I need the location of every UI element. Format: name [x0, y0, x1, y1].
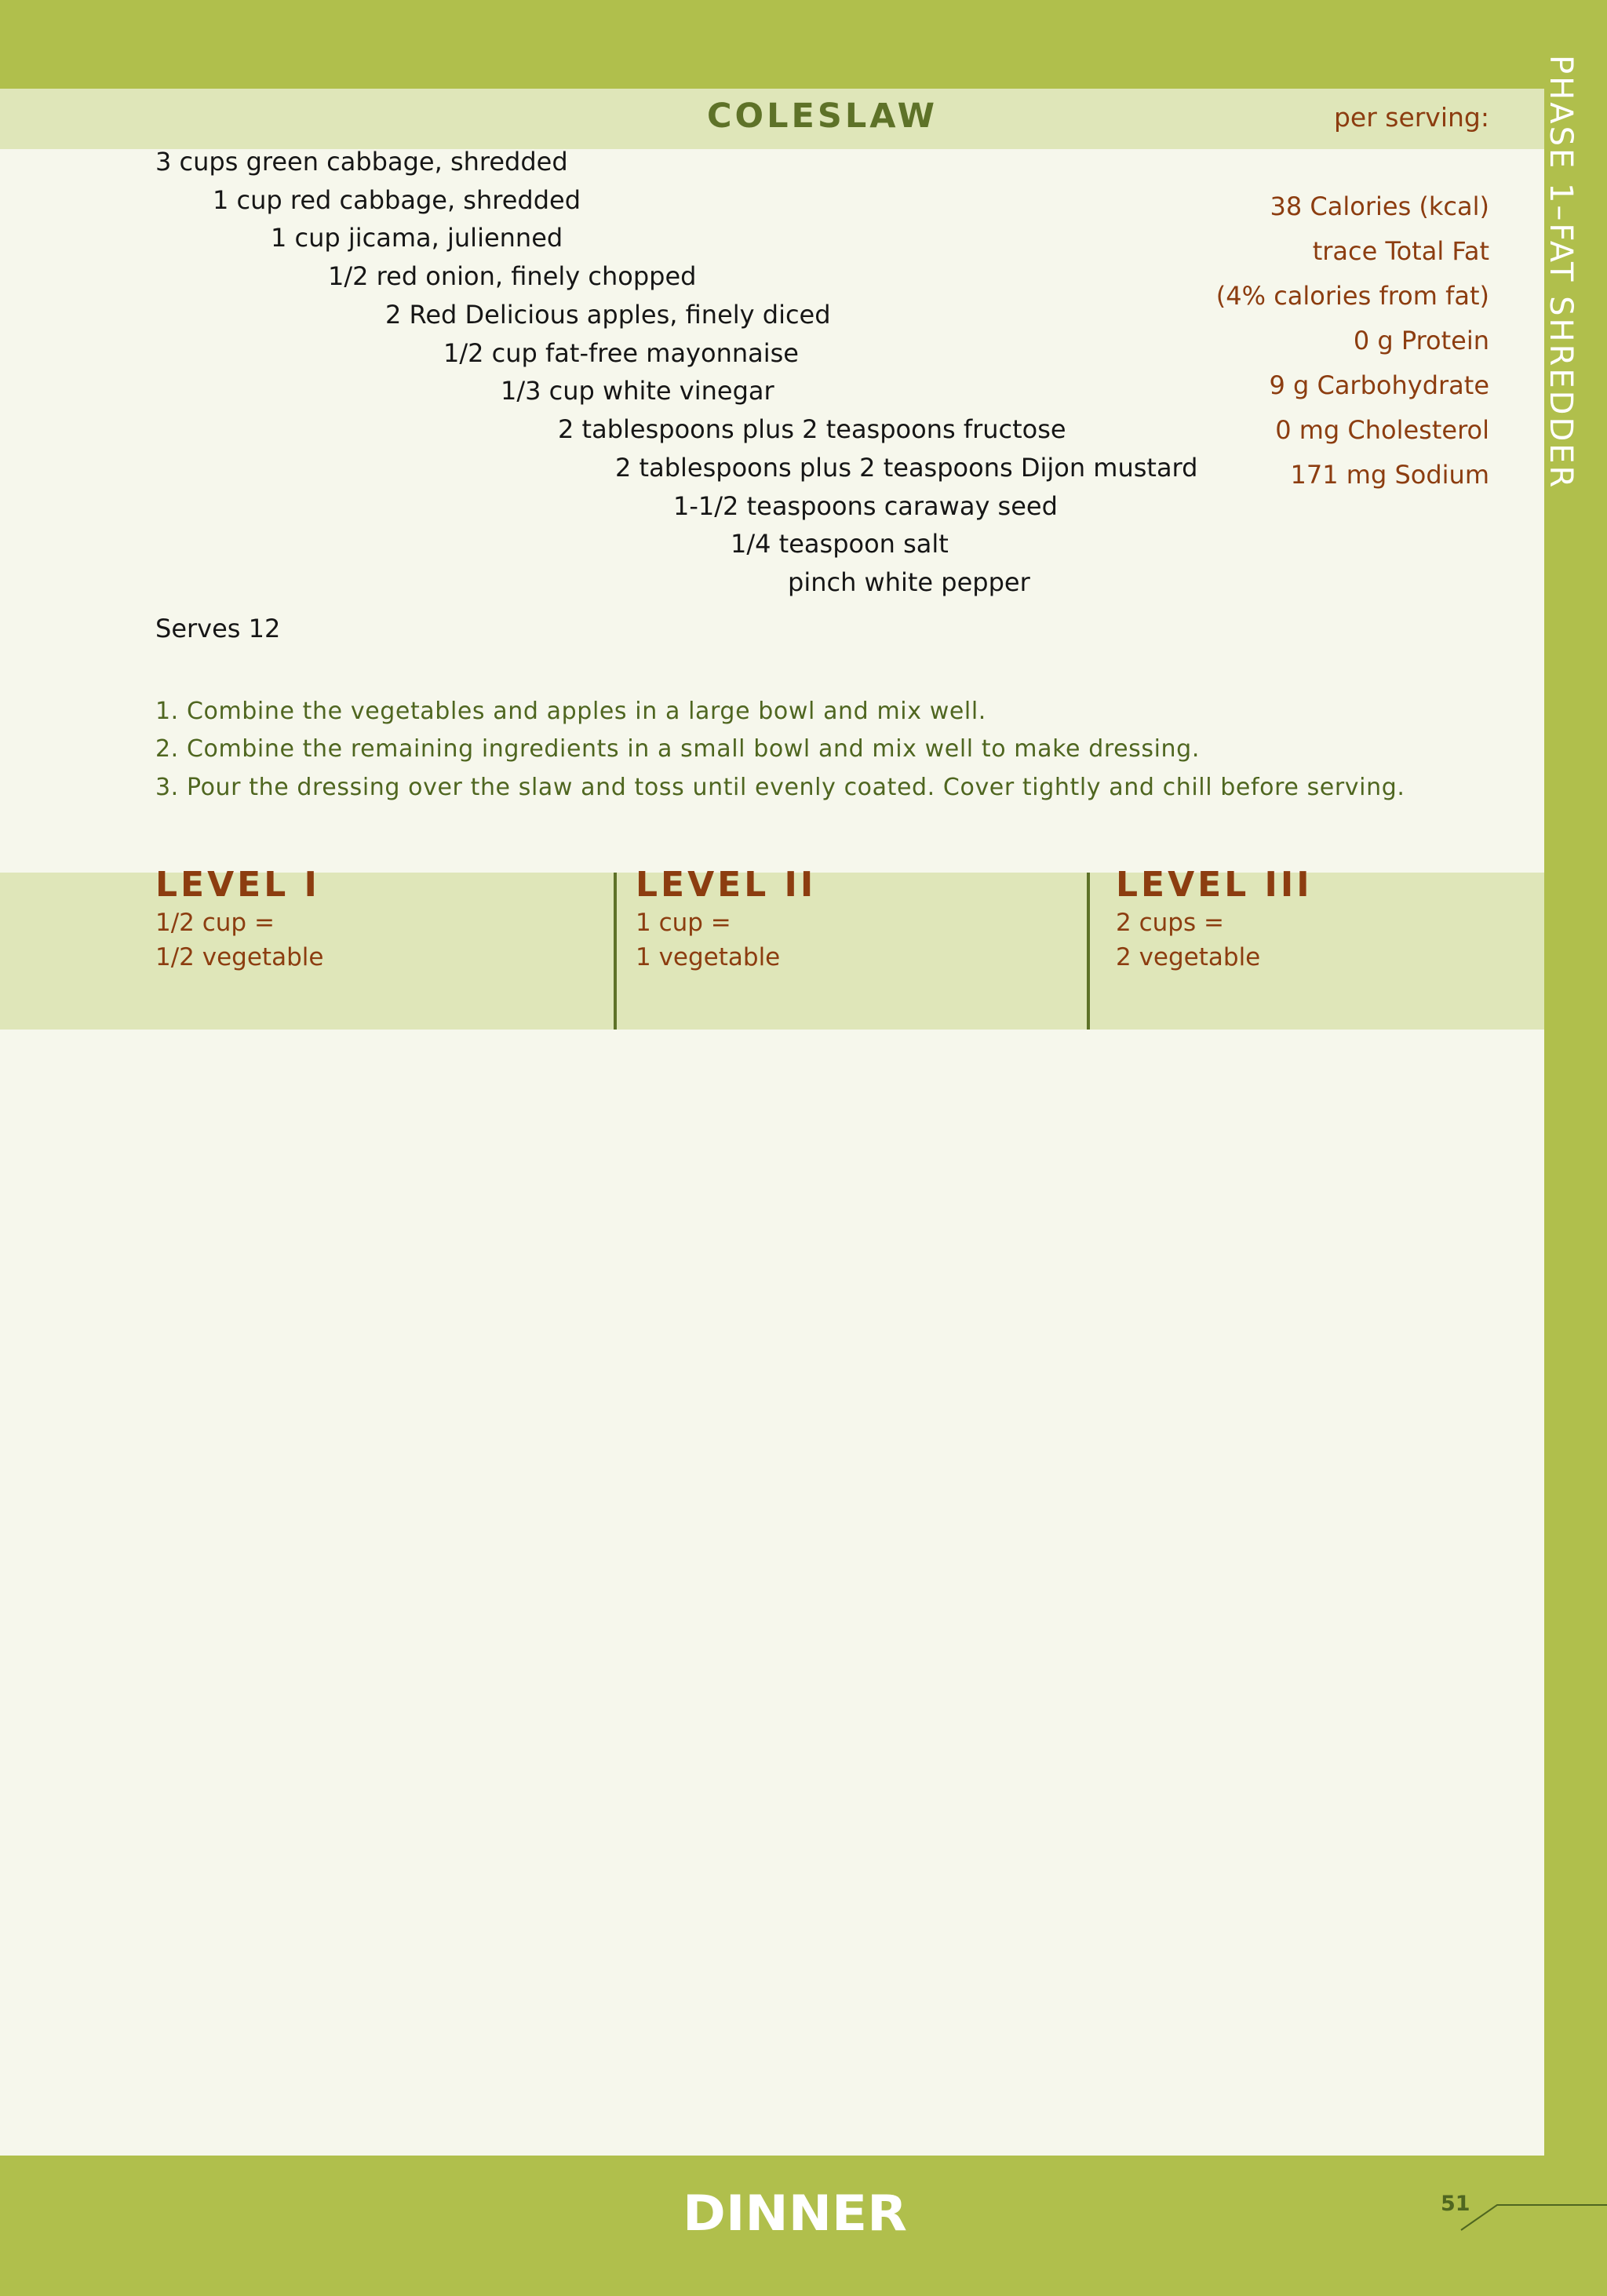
nutrition-item: trace Total Fat	[1312, 236, 1489, 266]
ingredient-item: pinch white pepper	[788, 567, 1030, 597]
level-equivalent: 1/2 vegetable	[155, 943, 324, 971]
level-1	[155, 865, 323, 975]
level-equivalent: 1 vegetable	[636, 943, 781, 971]
ingredient-item: 1-1/2 teaspoons caraway seed	[673, 491, 1058, 521]
ingredient-item: 1 cup red cabbage, shredded	[213, 185, 581, 215]
ingredient-item: 2 tablespoons plus 2 teaspoons Dijon mustard	[615, 453, 1198, 483]
dinner-section-logo	[681, 2189, 909, 2235]
dinner-section-title: DINNER	[683, 2189, 907, 2235]
serves-count: Serves 12	[155, 614, 281, 643]
recipe-title: COLESLAW	[706, 97, 938, 136]
ingredient-item: 1 cup jicama, julienned	[271, 223, 563, 253]
ingredient-item: 2 tablespoons plus 2 teaspoons fructose	[558, 414, 1066, 444]
page-number: 51	[1441, 2192, 1470, 2216]
recipe-page	[0, 89, 1544, 2156]
level-divider	[1087, 873, 1090, 1030]
level-portion: 1/2 cup =	[155, 909, 275, 937]
nutrition-item: 171 mg Sodium	[1290, 460, 1489, 490]
ingredient-item: 1/4 teaspoon salt	[731, 529, 949, 559]
footer-accent-line	[1459, 2197, 1607, 2232]
nutrition-item: 38 Calories (kcal)	[1270, 191, 1489, 221]
nutrition-item: 0 mg Cholesterol	[1275, 415, 1489, 445]
ingredient-item: 3 cups green cabbage, shredded	[155, 147, 568, 177]
ingredient-item: 1/3 cup white vinegar	[501, 376, 774, 406]
per-serving-label: per serving:	[1333, 102, 1489, 133]
level-2	[636, 865, 816, 975]
nutrition-item: (4% calories from fat)	[1215, 281, 1489, 311]
ingredient-item: 2 Red Delicious apples, finely diced	[385, 300, 831, 330]
nutrition-item: 0 g Protein	[1353, 326, 1489, 355]
instruction-step: 2. Combine the remaining ingredients in a small bowl and mix well to make dressing.	[155, 735, 1200, 763]
level-title: LEVEL III	[1116, 865, 1313, 905]
ingredient-item: 1/2 red onion, finely chopped	[328, 261, 697, 291]
level-portion: 1 cup =	[636, 909, 731, 937]
ingredient-item: 1/2 cup fat-free mayonnaise	[443, 338, 799, 368]
instruction-step: 3. Pour the dressing over the slaw and toss until evenly coated. Cover tightly and chill before serving.	[155, 774, 1405, 801]
level-title: LEVEL I	[155, 865, 320, 905]
title-band	[0, 89, 1544, 149]
level-divider	[614, 873, 617, 1030]
nutrition-item: 9 g Carbohydrate	[1269, 370, 1489, 400]
level-3	[1116, 865, 1313, 975]
phase-side-label: PHASE 1–FAT SHREDDER	[1543, 55, 1579, 490]
level-equivalent: 2 vegetable	[1116, 943, 1261, 971]
level-portion: 2 cups =	[1116, 909, 1224, 937]
level-title: LEVEL II	[636, 865, 817, 905]
levels-band	[0, 865, 1544, 1030]
instruction-step: 1. Combine the vegetables and apples in a large bowl and mix well.	[155, 698, 986, 725]
